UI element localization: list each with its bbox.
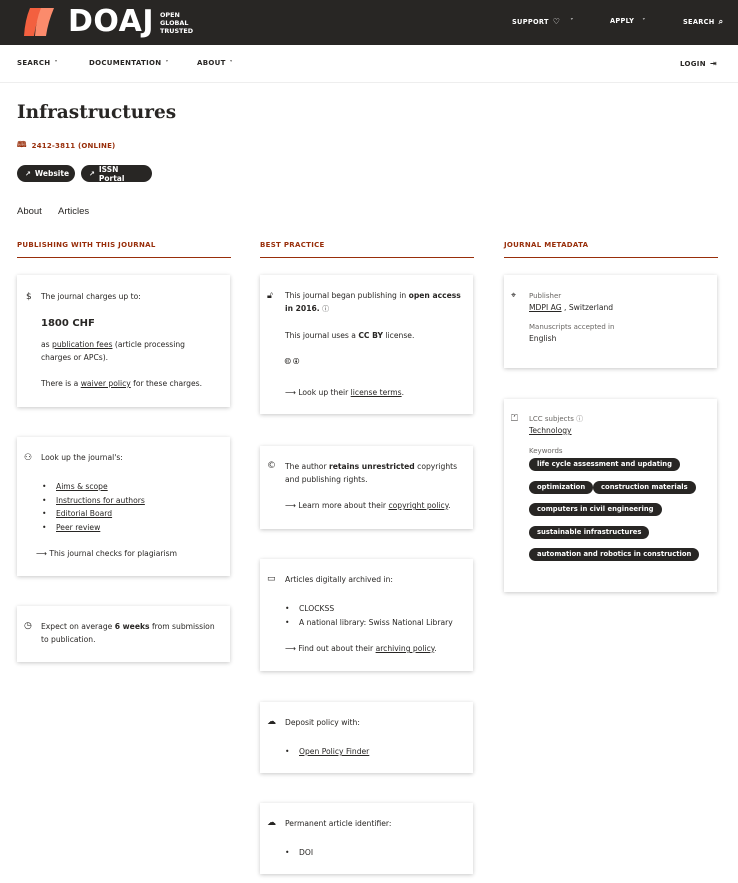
charges-card <box>17 275 230 407</box>
identifier-intro: Permanent article identifier: <box>285 819 392 828</box>
book-icon: 🕮 <box>17 140 27 149</box>
deposit-list <box>285 745 369 759</box>
arrow-right-icon: ⟶ <box>285 644 296 653</box>
login-link[interactable] <box>680 59 717 68</box>
plagiarism-text: ⟶ This journal checks for plagiarism <box>36 549 178 558</box>
chevron-down-icon: ˅ <box>642 17 646 25</box>
keywords-label: Keywords <box>529 447 563 455</box>
charges-intro: The journal charges up to: <box>41 292 141 301</box>
publisher-card <box>504 275 717 368</box>
issn-line <box>17 139 115 153</box>
issn-portal-button-label: ISSN Portal <box>98 164 125 183</box>
license-terms-link[interactable]: license terms <box>350 388 402 397</box>
nav-support[interactable] <box>512 17 574 26</box>
waiver-text: There is a waiver policy for these charges. <box>41 379 203 388</box>
open-policy-finder-link[interactable]: Open Policy Finder <box>299 747 370 756</box>
lock-open-icon: 🔓︎ <box>267 291 273 301</box>
clock-icon: ◷ <box>24 621 32 631</box>
deposit-card <box>260 702 473 773</box>
license-type-text: This journal uses a CC BY license. <box>285 331 415 340</box>
user-check-icon: ⚇ <box>24 453 33 463</box>
nav-support-label: SUPPORT <box>512 17 549 26</box>
upload-cloud-icon: ☁ <box>267 818 276 828</box>
heart-icon: ♡ <box>552 17 561 26</box>
technology-link[interactable]: Technology <box>529 426 572 435</box>
list-item: • CLOCKSS <box>285 602 453 616</box>
subnav-documentation[interactable] <box>89 59 169 67</box>
lookup-links-list <box>42 480 145 534</box>
copyright-card <box>260 446 473 529</box>
keyword-tag[interactable]: optimization <box>529 481 593 494</box>
list-item <box>285 745 369 759</box>
issn-value: 2412-3811 (ONLINE) <box>31 142 116 150</box>
chevron-down-icon: ˅ <box>570 18 574 25</box>
tag-icon: ⏍ <box>511 414 518 424</box>
external-link-icon: ↗ <box>25 169 31 178</box>
archive-box-icon: ▭ <box>267 574 276 584</box>
chevron-down-icon: ˅ <box>54 59 58 67</box>
nav-search-label: SEARCH <box>683 18 715 26</box>
nav-search[interactable] <box>683 17 723 27</box>
identifier-card <box>260 803 473 874</box>
list-item <box>42 480 145 494</box>
manuscripts-label: Manuscripts accepted in <box>529 323 615 331</box>
website-button[interactable] <box>17 165 75 182</box>
cc-by-icon: 🅭 🅯 <box>285 357 299 367</box>
website-button-label: Website <box>34 169 70 178</box>
arrow-right-icon: ⟶ <box>285 501 296 510</box>
copyright-icon: © <box>267 461 276 471</box>
copyright-text: The author retains unrestricted copyrights and publishing rights. <box>285 462 458 484</box>
nav-apply[interactable] <box>610 17 646 25</box>
arrow-right-icon: ⟶ <box>36 549 47 558</box>
login-icon: ⇥ <box>709 59 717 68</box>
copyright-policy-link[interactable]: copyright policy <box>388 501 449 510</box>
external-link-icon: ↗ <box>89 169 95 178</box>
subnav-documentation-label: DOCUMENTATION <box>89 59 162 67</box>
nav-apply-label: APPLY <box>610 17 635 25</box>
column-header-publishing: PUBLISHING WITH THIS JOURNAL <box>17 241 231 258</box>
archiving-card <box>260 559 473 671</box>
chevron-down-icon: ˅ <box>229 59 233 67</box>
publisher-link[interactable]: MDPI AG <box>529 303 562 312</box>
identifier-list <box>285 846 313 860</box>
search-icon: ⌕ <box>718 17 724 26</box>
logo-tagline: OPEN GLOBAL TRUSTED <box>159 11 194 35</box>
language-value: English <box>529 334 557 343</box>
publisher-value: MDPI AG , Switzerland <box>529 303 614 312</box>
upload-cloud-icon: ☁ <box>267 717 276 727</box>
review-time-text: Expect on average 6 weeks from submission to publication. <box>41 622 215 644</box>
archiving-intro: Articles digitally archived in: <box>285 575 393 584</box>
subnav-search-label: SEARCH <box>17 59 51 67</box>
license-card <box>260 275 473 414</box>
logo-wordmark: DOAJ <box>68 4 154 39</box>
lookup-card <box>17 437 230 576</box>
subjects-card <box>504 399 717 592</box>
charges-amount: 1800 CHF <box>41 318 95 329</box>
column-header-best-practice: BEST PRACTICE <box>260 241 474 258</box>
subnav-about-label: ABOUT <box>197 59 226 67</box>
lcc-subjects-label: LCC subjects ⓘ <box>529 415 584 423</box>
keyword-tag[interactable]: computers in civil engineering <box>529 503 662 516</box>
tab-articles[interactable]: Articles <box>58 206 90 217</box>
keyword-tag[interactable]: sustainable infrastructures <box>529 526 649 539</box>
top-header <box>0 0 738 45</box>
archiving-list <box>285 602 453 629</box>
column-header-metadata: JOURNAL METADATA <box>504 241 718 258</box>
subnav-search[interactable] <box>17 59 58 67</box>
deposit-intro: Deposit policy with: <box>285 718 360 727</box>
help-icon[interactable]: ⓘ <box>576 415 584 423</box>
list-item <box>42 494 145 508</box>
list-item: • DOI <box>285 846 313 860</box>
list-item <box>42 507 145 521</box>
editorial-board-link[interactable]: Editorial Board <box>56 509 113 518</box>
archiving-policy-text: ⟶ Find out about their archiving policy. <box>285 644 437 653</box>
dollar-icon: $ <box>26 292 32 302</box>
keyword-tag[interactable]: automation and robotics in construction <box>529 548 699 561</box>
arrow-right-icon: ⟶ <box>285 388 296 397</box>
archiving-policy-link[interactable]: archiving policy <box>375 644 435 653</box>
lookup-intro: Look up the journal's: <box>41 453 123 462</box>
license-terms-text: ⟶ Look up their license terms. <box>285 388 405 397</box>
waiver-policy-link[interactable]: waiver policy <box>80 379 131 388</box>
peer-review-link[interactable]: Peer review <box>56 522 101 532</box>
map-pin-icon: ⌖ <box>511 291 517 301</box>
tab-about[interactable]: About <box>17 206 42 217</box>
publication-fees-link[interactable]: publication fees <box>52 340 113 349</box>
keyword-tag[interactable]: life cycle assessment and updating <box>529 458 680 471</box>
help-icon[interactable]: ⓘ <box>322 304 330 313</box>
subject-value <box>529 425 572 438</box>
login-label: LOGIN <box>680 59 706 68</box>
subnav-about[interactable] <box>197 59 233 67</box>
journal-title: Infrastructures <box>17 102 177 123</box>
chevron-down-icon: ˅ <box>165 59 169 67</box>
license-begin-text: This journal began publishing in open access in 2016. ⓘ <box>285 291 461 313</box>
review-time-card <box>17 606 230 662</box>
charges-fees-text: as publication fees (article processing charges or APCs). <box>41 340 186 362</box>
list-item <box>42 521 145 535</box>
list-item: • A national library: Swiss National Library <box>285 616 453 630</box>
keyword-tag[interactable]: construction materials <box>593 481 696 494</box>
doaj-logo[interactable] <box>22 6 193 38</box>
logo-mark-icon <box>22 6 62 38</box>
instructions-link[interactable]: Instructions for authors <box>56 495 145 505</box>
aims-scope-link[interactable]: Aims & scope <box>56 482 108 491</box>
copyright-policy-text: ⟶ Learn more about their copyright policy. <box>285 501 451 510</box>
publisher-label: Publisher <box>529 292 562 300</box>
issn-portal-button[interactable] <box>81 165 152 182</box>
